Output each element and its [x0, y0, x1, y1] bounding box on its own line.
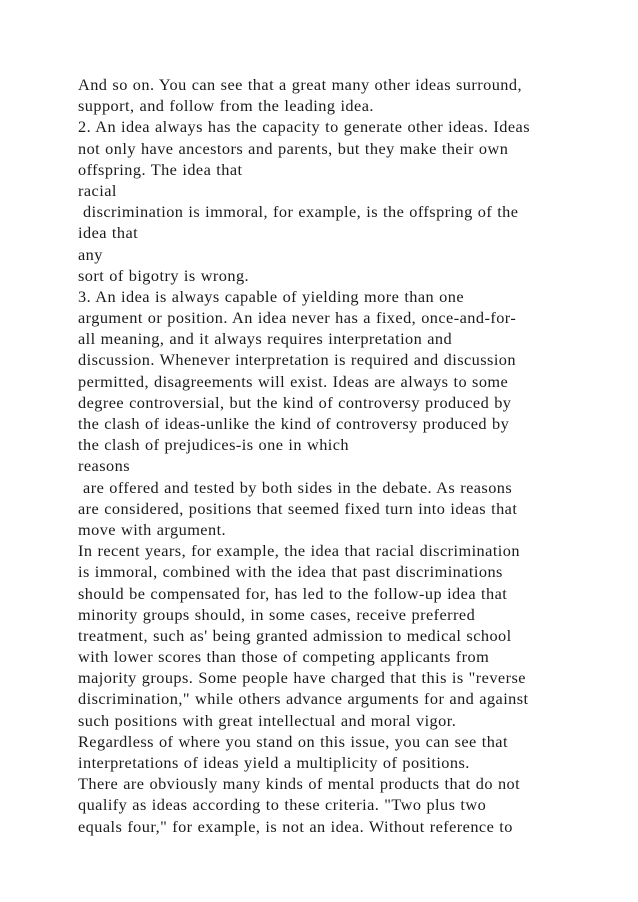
text-line: permitted, disagreements will exist. Ideas are always to some [78, 371, 509, 391]
text-line: equals four," for example, is not an idea. Without reference to [78, 816, 513, 836]
text-line: minority groups should, in some cases, receive preferred [78, 604, 476, 624]
text-line: treatment, such as' being granted admission to medical school [78, 625, 512, 645]
text-line: 3. An idea is always capable of yielding more than one [78, 286, 465, 306]
text-line: discrimination," while others advance arguments for and against [78, 689, 529, 709]
text-line: all meaning, and it always requires interpretation and [78, 329, 453, 349]
text-line: support, and follow from the leading idea. [78, 96, 374, 116]
text-line: move with argument. [78, 519, 227, 539]
text-line: are offered and tested by both sides in the debate. As reasons [78, 477, 513, 497]
text-line: not only have ancestors and parents, but they make their own [78, 138, 509, 158]
text-line: discrimination is immoral, for example, is the offspring of the [78, 202, 519, 222]
text-line: argument or position. An idea never has a fixed, once-and-for- [78, 308, 517, 328]
text-line: Regardless of where you stand on this issue, you can see that [78, 731, 508, 751]
text-line: sort of bigotry is wrong. [78, 265, 250, 285]
text-line: interpretations of ideas yield a multiplicity of positions. [78, 753, 470, 772]
text-line: such positions with great intellectual and moral vigor. [78, 710, 457, 730]
text-line: 2. An idea always has the capacity to generate other ideas. Ideas [78, 117, 531, 137]
text-line: discussion. Whenever interpretation is required and discussion [78, 350, 516, 370]
text-line: racial [78, 180, 117, 200]
text-line: And so on. You can see that a great many other ideas surround, [78, 75, 523, 94]
text-line: In recent years, for example, the idea that racial discrimination [78, 541, 520, 561]
text-line: offspring. The idea that [78, 159, 243, 179]
text-line: with lower scores than those of competing applicants from [78, 647, 490, 667]
text-line: qualify as ideas according to these criteria. "Two plus two [78, 795, 487, 815]
text-line: any [78, 244, 103, 264]
text-line: the clash of prejudices-is one in which [78, 435, 350, 455]
document-text [78, 74, 598, 837]
text-line: idea that [78, 223, 139, 243]
text-line: the clash of ideas-unlike the kind of controversy produced by [78, 414, 510, 433]
text-line: There are obviously many kinds of mental products that do not [78, 774, 521, 794]
text-line: majority groups. Some people have charged that this is "reverse [78, 668, 526, 688]
text-line: are considered, positions that seemed fixed turn into ideas that [78, 498, 518, 518]
text-line: should be compensated for, has led to the follow-up idea that [78, 583, 508, 603]
text-line: reasons [78, 456, 130, 476]
text-line: is immoral, combined with the idea that past discriminations [78, 562, 503, 582]
text-line: degree controversial, but the kind of controversy produced by [78, 392, 512, 412]
